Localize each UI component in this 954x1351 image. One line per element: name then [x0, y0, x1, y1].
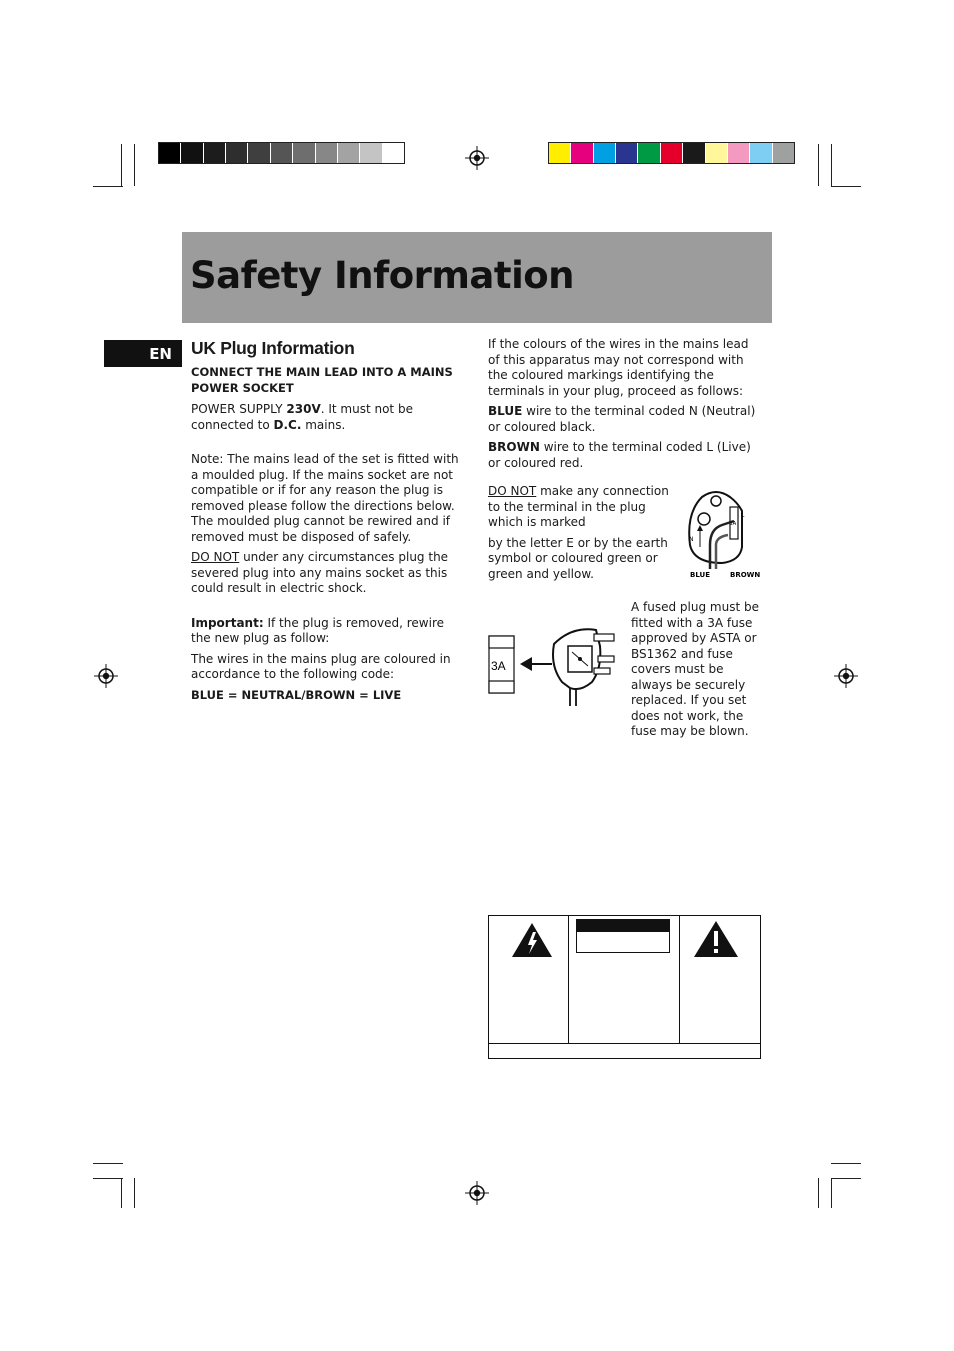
- crop-mark: [121, 1178, 122, 1208]
- color-swatch: [159, 143, 181, 163]
- plug-label-l: L: [741, 512, 745, 519]
- color-swatch: [316, 143, 338, 163]
- color-swatch: [226, 143, 248, 163]
- crop-mark: [121, 144, 122, 186]
- crop-mark: [818, 1178, 819, 1208]
- language-tab: EN: [104, 340, 182, 367]
- wire-colours-intro: If the colours of the wires in the mains lead of this apparatus may not correspond with the coloured markings identifying the terminals in your plug, proceed as follows:: [488, 337, 749, 398]
- crop-mark: [818, 144, 819, 186]
- registration-target-icon: [465, 1181, 489, 1205]
- important-text: Important: If the plug is removed, rewire the new plug as follow:: [191, 615, 444, 645]
- warning-label-box: [488, 915, 761, 1059]
- crop-mark: [831, 186, 861, 187]
- left-column: [191, 365, 466, 703]
- do-not-warning: DO NOT under any circumstances plug the severed plug into any mains socket as this could result in electric shock.: [191, 550, 449, 595]
- power-supply-text: POWER SUPPLY 230V. It must not be connected to D.C. mains.: [191, 402, 413, 432]
- crop-mark: [134, 1178, 135, 1208]
- crop-mark: [831, 144, 832, 186]
- wire-code: BLUE = NEUTRAL/BROWN = LIVE: [191, 687, 402, 702]
- fuse-text: A fused plug must be fitted with a 3A fuse approved by ASTA or BS1362 and fuse covers must be always be securely replaced. If you set does not work, the fuse may be blown.: [631, 600, 759, 738]
- color-swatch: [638, 143, 660, 163]
- crop-mark: [831, 1163, 861, 1164]
- title-band: [182, 232, 772, 323]
- color-swatch: [293, 143, 315, 163]
- color-swatch: [661, 143, 683, 163]
- caution-header-fill: [577, 920, 669, 932]
- color-swatch: [360, 143, 382, 163]
- color-swatch: [549, 143, 571, 163]
- color-swatch: [773, 143, 794, 163]
- plug-wiring-diagram: [680, 485, 764, 583]
- brown-wire-text: BROWN wire to the terminal coded L (Live) or coloured red.: [488, 440, 751, 470]
- color-swatch: [706, 143, 728, 163]
- registration-target-icon: [94, 664, 118, 688]
- registration-target-icon: [465, 146, 489, 170]
- color-swatch: [728, 143, 750, 163]
- wires-text: The wires in the mains plug are coloured in accordance to the following code:: [191, 651, 451, 681]
- color-swatch: [594, 143, 616, 163]
- color-swatch: [338, 143, 360, 163]
- crop-mark: [93, 1163, 123, 1164]
- section-heading: UK Plug Information: [191, 338, 355, 358]
- earth-warning: [488, 484, 678, 582]
- color-swatch: [616, 143, 638, 163]
- crop-mark: [93, 1178, 123, 1179]
- exclamation-warning-icon: [693, 920, 739, 958]
- color-swatch: [571, 143, 593, 163]
- color-swatch: [683, 143, 705, 163]
- color-swatch: [204, 143, 226, 163]
- page-title: Safety Information: [190, 254, 575, 297]
- plug-label-fuse: 3A: [729, 521, 737, 527]
- fuse-label: 3A: [491, 659, 506, 673]
- plug-label-brown: BROWN: [730, 571, 761, 579]
- lightning-warning-icon: [511, 922, 553, 958]
- greyscale-calibration-bar: [158, 142, 405, 164]
- divider: [489, 1043, 760, 1044]
- connect-heading: CONNECT THE MAIN LEAD INTO A MAINS POWER SOCKET: [191, 365, 453, 395]
- color-swatch: [750, 143, 772, 163]
- color-swatch: [271, 143, 293, 163]
- earth-do-not-text: DO NOT make any connection to the terminal in the plug which is marked: [488, 484, 669, 529]
- crop-mark: [831, 1178, 861, 1179]
- crop-mark: [134, 144, 135, 186]
- right-column-top: [488, 337, 760, 471]
- fuse-plug-illustration: [488, 622, 623, 708]
- color-calibration-bar: [548, 142, 795, 164]
- divider: [568, 916, 569, 1043]
- divider: [679, 916, 680, 1043]
- plug-label-n: N: [689, 536, 694, 543]
- note-text: Note: The mains lead of the set is fitted with a moulded plug. If the mains socket are not compatible or if for any reason the plug is removed please follow the directions below. The moulded plug cannot be rewired and if removed must be disposed of safely.: [191, 452, 459, 544]
- crop-mark: [93, 186, 123, 187]
- earth-text: by the letter E or by the earth symbol or coloured green or green and yellow.: [488, 535, 668, 581]
- color-swatch: [181, 143, 203, 163]
- blue-wire-text: BLUE wire to the terminal coded N (Neutral) or coloured black.: [488, 404, 756, 434]
- color-swatch: [383, 143, 404, 163]
- registration-target-icon: [834, 664, 858, 688]
- caution-header-box: [576, 919, 670, 953]
- plug-label-blue: BLUE: [690, 571, 711, 579]
- crop-mark: [831, 1178, 832, 1208]
- color-swatch: [248, 143, 270, 163]
